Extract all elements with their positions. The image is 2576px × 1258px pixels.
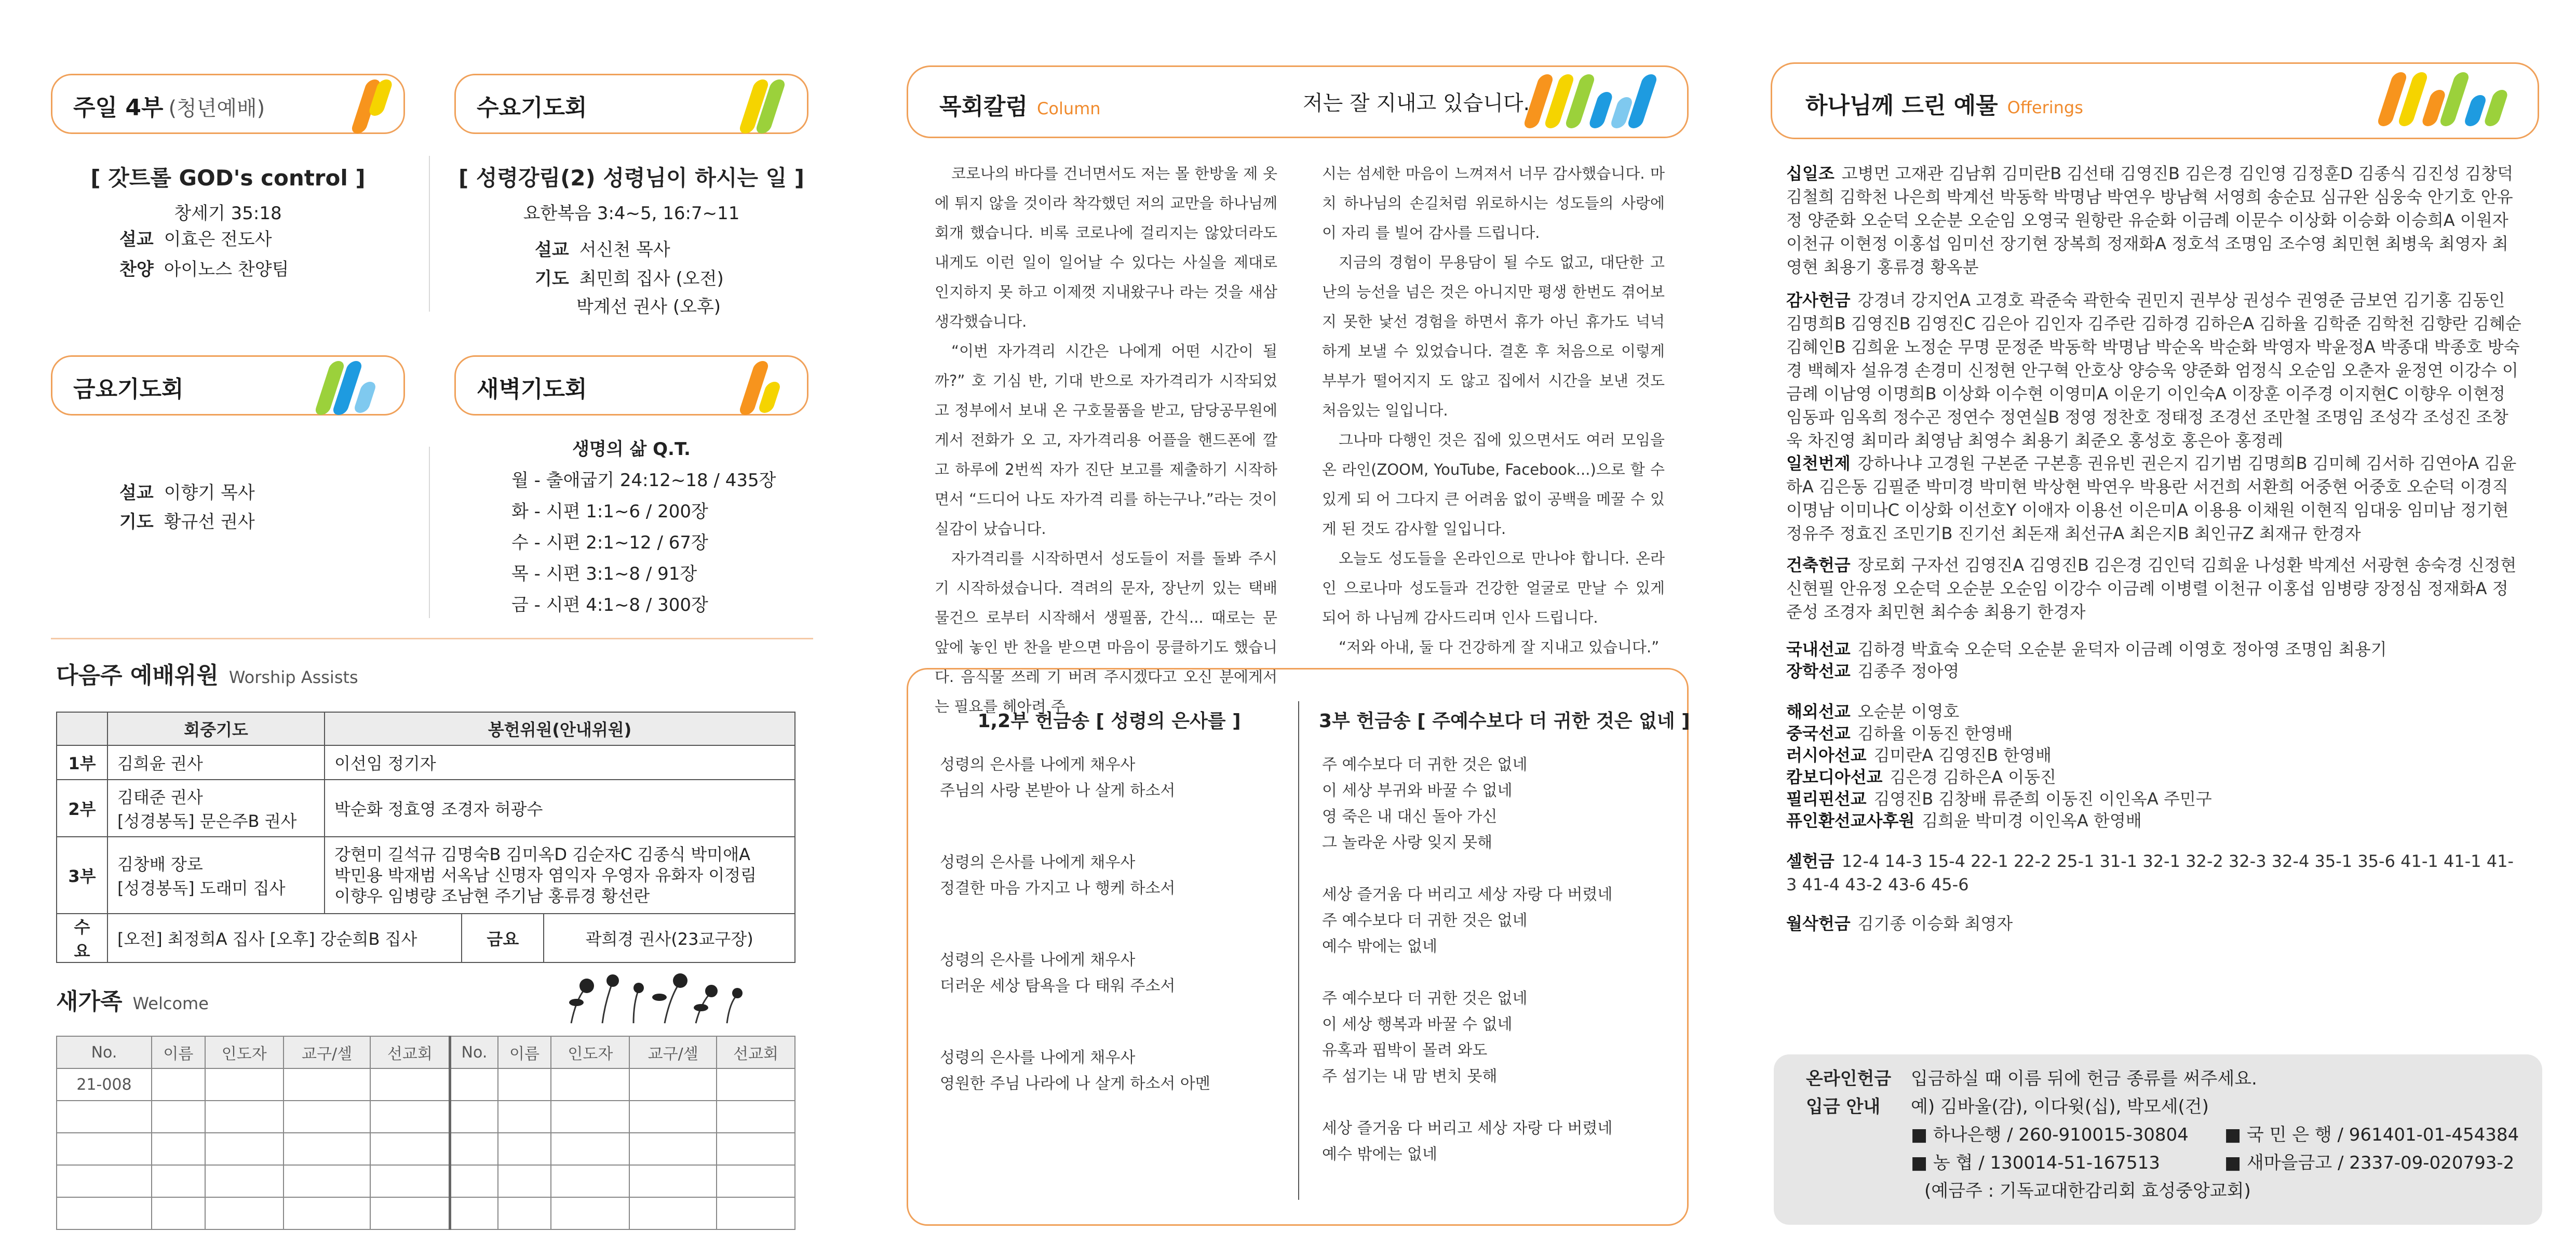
stripe-logo-icon: [317, 361, 395, 413]
offering-group: 퓨인환선교사후원 김희윤 박미경 이인옥A 한영배: [1786, 811, 2142, 831]
bank-account: ■ 국 민 은 행 / 961401-01-454384: [2224, 1125, 2519, 1145]
wednesday-header: [454, 74, 808, 134]
dawn-line: 목 - 시편 3:1~8 / 91장: [511, 564, 697, 584]
online-line2: 예) 김바울(감), 이다윗(십), 박모세(건): [1911, 1096, 2209, 1117]
stripe-logo-icon: [1521, 74, 1677, 126]
online-label1: 온라인헌금: [1806, 1068, 1892, 1089]
offerings-header: [1771, 62, 2539, 139]
offering-group: 십일조 고병먼 고재관 김남휘 김미란B 김선태 김영진B 김은경 김인영 김정훈D 김종식 김진성 김창덕 김철희 김학천 나은희 박계선 박동학 박명남 박연우 방남혁 서영희 송순묘 심규완 심웅숙 안기호 안유정 양준화 오순덕 오순분 오순임 오영국 원항란 유순화 이금례 이문수 이상화 이승화 이승희A 이원자 이천규 이현정 이홍섭 임미선 장기현 장복희 정재화A 정호석 조명임 조수영 최민현 최병욱 최영자 최영현 최용기 홍류경 황옥분: [1786, 164, 2514, 277]
welcome-title: 새가족 Welcome: [56, 988, 209, 1015]
offering-group: 장학선교 김종주 정아영: [1786, 661, 1960, 681]
offering-group: 국내선교 김하경 박효숙 오순덕 오순분 윤덕자 이금례 이영호 정아영 조명임 최용기: [1786, 639, 2387, 659]
wednesday-prayer-label: 기도: [535, 269, 569, 289]
dawn-title: 새벽기도회: [477, 376, 587, 403]
sunday4-sermon-value: 이효은 전도사: [164, 229, 272, 250]
friday-sermon-label: 설교: [119, 483, 154, 503]
table-row: [57, 1165, 795, 1197]
divider: [429, 447, 430, 618]
column-title: 목회칼럼: [939, 93, 1028, 120]
table-row: 2부 김태준 권사 [성경봉독] 문은주B 권사 박순화 정효영 조경자 허광수: [57, 780, 795, 837]
bank-account: ■ 농 협 / 130014-51-167513: [1911, 1153, 2160, 1173]
offering-group: 캄보디아선교 김은경 김하은A 이동진: [1786, 767, 2056, 787]
column-paragraph: 시는 섬세한 마음이 느껴져서 너무 감사했습니다. 마치 하나님의 손길처럼 위로하시는 성도들의 사랑에 이 자리 를 빌어 감사를 드립니다.: [1322, 165, 1665, 242]
account-holder: (예금주 : 기독교대한감리회 효성중앙교회): [1924, 1181, 2251, 1201]
column-right-text: [1322, 159, 1665, 662]
column-paragraph: 코로나의 바다를 건너면서도 저는 몰 한방울 제 옷에 튀지 않을 것이라 착각했던 저의 교만을 하나님께 회개 했습니다. 비록 코로나에 걸리지는 않았더라도 내게도 이런 일이 일어날 수 있다는 사실을 제대로 인지하지 못 하고 이제껏 지내왔구나 라는 것을 새삼 생각했습니다.: [935, 165, 1277, 330]
table-row: 21-008: [57, 1068, 795, 1101]
section-divider: [51, 638, 813, 639]
offerings-title-en: Offerings: [2007, 98, 2083, 117]
worship-title: 다음주 예배위원 Worship Assists: [56, 662, 358, 689]
offerings-title: 하나님께 드린 예물: [1805, 92, 1998, 119]
friday-prayer-value: 황규선 권사: [164, 512, 255, 532]
sunday4-title: 주일 4부: [73, 95, 164, 121]
welcome-title-en: Welcome: [132, 994, 209, 1013]
worship-table: [56, 712, 795, 963]
hymn-right-lyrics: 주 예수보다 더 귀한 것은 없네 이 세상 부귀와 바꿀 수 없네 영 죽은 내 대신 돌아 가신 그 놀라운 사랑 잊지 못해 세상 즐거움 다 버리고 세상 자랑 다 버렸네 주 예수보다 더 귀한 것은 없네 예수 밖에는 없네 주 예수보다 더 귀한 것은 없네 이 세상 행복과 바꿀 수 없네 유혹과 핍박이 몰려 와도 주 섬기는 내 맘 변치 못해 세상 즐거움 다 버리고 세상 자랑 다 버렸네 예수 밖에는 없네: [1322, 756, 1613, 1163]
stripe-logo-icon: [736, 361, 788, 413]
welcome-table: No. 이름 인도자 교구/셀 선교회 No. 이름 인도자 교구/셀 선교회 21-008: [56, 1036, 795, 1230]
wednesday-scripture: 요한복음 3:4~5, 16:7~11: [523, 203, 740, 224]
sunday4-praise-label: 찬양: [119, 259, 154, 280]
friday-header: [51, 355, 405, 416]
sunday4-praise-value: 아이노스 찬양팀: [164, 259, 289, 280]
column-left-text: [935, 159, 1277, 721]
wednesday-title: 수요기도회: [477, 95, 587, 121]
column-paragraph: 지금의 경험이 무용담이 될 수도 없고, 대단한 고난의 능선을 넘은 것은 아니지만 평생 한번도 겪어보지 못한 낯선 경험을 하면서 휴가 아닌 휴가도 넉넉하게 보낼 수 있었습니다. 결혼 후 처음으로 이렇게 부부가 떨어지지 도 않고 집에서 시간을 보낸 것도 처음있는 일입니다.: [1322, 253, 1665, 419]
table-row: [57, 1133, 795, 1165]
table-row: 3부 김창배 장로 [성경봉독] 도래미 집사 강현미 길석규 김명숙B 김미옥D 김순자C 김종식 박미애A 박민용 박재범 서옥남 신명자 염익자 우영자 유화자 이정림 이향우 임병량 조남현 주기남 홍류경 황선란: [57, 837, 795, 914]
bank-account: ■ 새마을금고 / 2337-09-020793-2: [2224, 1153, 2515, 1173]
friday-title: 금요기도회: [73, 376, 184, 403]
dawn-header: [454, 355, 808, 416]
column-paragraph: “저와 아내, 둘 다 건강하게 잘 지내고 있습니다.”: [1339, 638, 1660, 656]
worship-header: 봉헌위원(안내위원): [325, 712, 795, 745]
column-title-en: Column: [1037, 99, 1101, 118]
table-row: 1부 김희윤 권사 이선임 정기자: [57, 745, 795, 780]
column-paragraph: 오늘도 성도들을 온라인으로 만나야 합니다. 온라인 으로나마 성도들과 건강한 얼굴로 만날 수 있게 되어 하 나님께 감사드리며 인사 드립니다.: [1322, 550, 1665, 626]
worship-title-en: Worship Assists: [228, 667, 358, 687]
stripe-logo-icon: [348, 79, 400, 131]
offering-group: 건축헌금 장로회 구자선 김영진A 김영진B 김은경 김인덕 김희윤 나성환 박계선 서광현 송숙경 신정현 신현필 안유정 오순덕 오순분 오순임 이강수 이금례 이병렬 이천규 이홍섭 임병량 장정심 정재화A 정준성 조경자 최민현 최수송 최용기 한경자: [1786, 555, 2517, 622]
table-row: [57, 1101, 795, 1133]
column-paragraph: 자가격리를 시작하면서 성도들이 저를 돌봐 주시기 시작하셨습니다. 격려의 문자, 장난끼 있는 택배 물건으 로부터 시작해서 생필품, 간식... 때로는 문 앞에 놓인 반 찬을 받으면 마음이 뭉클하기도 했습니다. 음식물 쓰레 기 버려 주시겠다고 오신 분에게서는 필요를 헤아려 주: [935, 550, 1277, 715]
offering-group: 중국선교 김하율 이동진 한영배: [1786, 724, 2013, 743]
dawn-line: 금 - 시편 4:1~8 / 300장: [511, 595, 708, 615]
stripe-logo-icon: [736, 79, 799, 131]
sunday4-sermon-label: 설교: [119, 229, 154, 250]
hymn-divider: [1298, 701, 1299, 1200]
hymn-left-title: 1,2부 헌금송 [ 성령의 은사를 ]: [977, 711, 1241, 732]
friday-prayer-label: 기도: [119, 512, 154, 532]
hymn-left-lyrics: 성령의 은사를 나에게 채우사 주님의 사랑 본받아 나 살게 하소서 성령의 은사를 나에게 채우사 정결한 마음 가지고 나 행케 하소서 성령의 은사를 나에게 채우사 더러운 세상 탐욕을 다 태워 주소서 성령의 은사를 나에게 채우사 영원한 주님 나라에 나 살게 하소서 아멘: [940, 756, 1210, 1093]
hymn-right-title: 3부 헌금송 [ 주예수보다 더 귀한 것은 없네 ]: [1319, 711, 1690, 732]
table-row: [57, 1197, 795, 1229]
sunday4-header: [51, 74, 405, 134]
dawn-line: 월 - 출애굽기 24:12~18 / 435장: [511, 470, 776, 491]
offering-group: 해외선교 오순분 이영호: [1786, 702, 1960, 721]
wednesday-sermon-label: 설교: [535, 239, 569, 260]
friday-sermon-value: 이향기 목사: [164, 483, 255, 503]
offering-group: 필리핀선교 김영진B 김창배 류준희 이동진 이인옥A 주민구: [1786, 789, 2212, 809]
offering-group: 셀헌금 12-4 14-3 15-4 22-1 22-2 25-1 31-1 32-1 32-2 32-3 32-4 35-1 35-6 41-1 41-1 41-3 41-4 43-2 43-6 45-6: [1786, 851, 2514, 894]
online-label2: 입금 안내: [1806, 1096, 1881, 1117]
offering-group: 감사헌금 강경녀 강지언A 고경호 곽준숙 곽한숙 권민지 권부상 권성수 권영준 금보연 김기홍 김동인 김명희B 김영진B 김영진C 김은아 김인자 김주란 김하경 김하은A 김하율 김학준 김학천 김향란 김혜순 김혜인B 김희윤 노정순 무명 문정준 박동학 박명남 박순옥 박순화 박영자 박윤정A 박종대 박종호 방숙경 백혜자 설유경 손경미 신정현 안구혁 안호상 양승욱 양준화 엄정식 오순임 오춘자 윤정연 이강수 이금례 이남영 이명희B 이상화 이수현 이영미A 이운기 이인숙A 이장훈 이주경 이지현C 이향우 이현정 임동파 임옥희 정수곤 정연수 정연실B 정영 정찬호 정태정 조경선 조만철 조명임 조성각 조성진 조창욱 차진영 최미라 최영남 최영수 최용기 최준오 홍성호 홍은아 홍졍레: [1786, 290, 2521, 450]
offering-group: 러시아선교 김미란A 김영진B 한영배: [1786, 745, 2052, 765]
dawn-line: 수 - 시편 2:1~12 / 67장: [511, 532, 708, 553]
offering-group: 일천번제 강하나냐 고경원 구본준 구본흥 권유빈 권은지 김기범 김명희B 김미혜 김서하 김연아A 김윤하A 김은동 김필준 박미경 박미현 박상현 박연우 박용란 서건희 서환희 어중현 어중호 오순덕 이경직 이명남 이미나C 이상화 이선호Y 이애자 이용선 이은미A 이용용 이채원 이현직 임대웅 임미남 정기현 정유주 정효진 조민기B 진기선 최돈재 최선규A 최은지B 최인규Z 최재규 한경자: [1786, 453, 2517, 543]
worship-header: 회중기도: [107, 712, 325, 745]
bank-account: ■ 하나은행 / 260-910015-30804: [1911, 1125, 2189, 1145]
divider: [429, 156, 430, 312]
dawn-qt-title: 생명의 삶 Q.T.: [572, 439, 691, 460]
flower-illustration-icon: [556, 966, 753, 1028]
column-paragraph: 그나마 다행인 것은 집에 있으면서도 여러 모임을 온 라인(ZOOM, YouTube, Facebook...)으로 할 수 있게 되 어 그다지 큰 어려움 없이 공백을 메꿀 수 있게 된 것도 감사할 일입니다.: [1322, 431, 1665, 538]
column-paragraph: “이번 자가격리 시간은 나에게 어떤 시간이 될까?” 호 기심 반, 기대 반으로 자가격리가 시작되었고 정부에서 보내 온 구호물품을 받고, 담당공무원에게서 전화가 오 고, 자가격리용 어플을 핸드폰에 깔고 하루에 2번씩 자가 진단 보고를 제출하기 시작하면서 “드디어 나도 자가격 리를 하는구나.”라는 것이 실감이 났습니다.: [935, 342, 1277, 538]
dawn-line: 화 - 시편 1:1~6 / 200장: [511, 501, 708, 522]
table-row: 수요 [오전] 최정희A 집사 [오후] 강순희B 집사 금요 곽희경 권사(23교구장): [57, 914, 795, 962]
wednesday-sermon-title: [ 성령강림(2) 성령님이 하시는 일 ]: [458, 165, 804, 191]
sunday4-subtitle: (청년예배): [168, 97, 265, 121]
sunday4-scripture: 창세기 35:18: [174, 203, 282, 224]
column-header: [907, 65, 1689, 138]
wednesday-prayer-value2: 박계선 권사 (오후): [576, 297, 721, 317]
wednesday-sermon-value: 서신천 목사: [579, 239, 670, 260]
stripe-logo-icon: [2375, 72, 2530, 124]
sunday4-sermon-title: [ 갓트롤 GOD's control ]: [90, 165, 366, 191]
offering-group: 월삭헌금 김기종 이승화 최영자: [1786, 914, 2013, 933]
wednesday-prayer-value1: 최민희 집사 (오전): [579, 269, 724, 289]
online-line1: 입금하실 때 이름 뒤에 헌금 종류를 써주세요.: [1911, 1068, 2257, 1089]
column-heading: 저는 잘 지내고 있습니다.: [1303, 91, 1530, 115]
